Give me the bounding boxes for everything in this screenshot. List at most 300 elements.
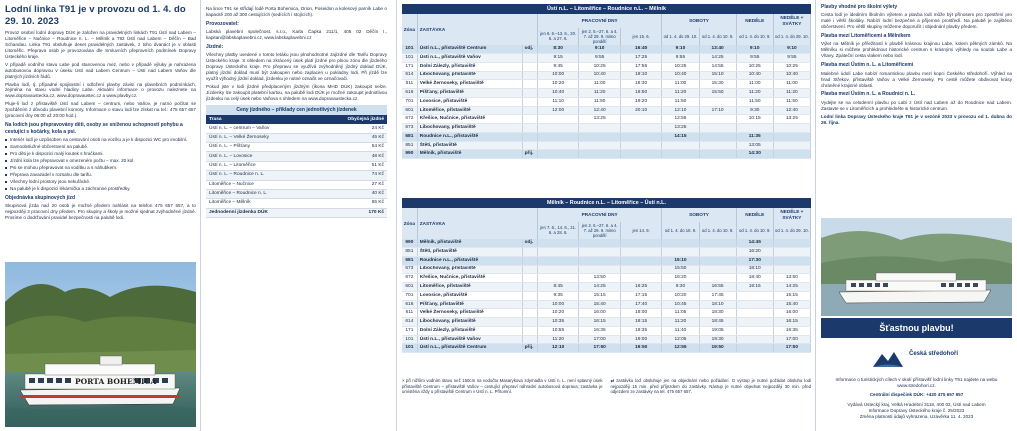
timetable-row [402, 309, 811, 318]
time-cell [736, 344, 773, 353]
time-cell: 10:25 [773, 62, 810, 71]
time-cell: 17:50 [579, 344, 621, 353]
time-cell: 11:20 [537, 335, 579, 344]
arr-dep-mark [522, 309, 537, 318]
price-row [206, 124, 387, 133]
tips-paragraph: Cesta lodí je ideálním školním výletem a plavba lodí může být přínosem pro zpestření pro malé i větší školáky. Nabízí lodní bezpečné a příjemné prostředí. Na palubě je zajištěno občerstvení. Pro větší skupiny můžeme doporučit i objednání plavby předem. [821, 12, 1012, 30]
time-cell: 11:50 [579, 97, 621, 106]
time-cell: 18:40 [736, 274, 773, 283]
time-cell: 9:10 [736, 45, 773, 53]
dispatch-phone: Centrální dispečink DÚK: +420 475 657 657 [869, 392, 964, 398]
time-cell: 10:25 [662, 62, 699, 71]
time-cell: 16:15 [579, 318, 621, 327]
services-list [5, 137, 196, 192]
time-cell: 11:20 [662, 89, 699, 98]
price-row [206, 199, 387, 208]
timetable-row [402, 256, 811, 265]
price-route: Ústí n. L. – Litoměřice [206, 161, 316, 170]
price-route: Ústí n. L. – centrum – Vaňov [206, 124, 316, 133]
time-cell: 9:45 [537, 62, 579, 71]
zone-cell: 611 [402, 80, 417, 89]
time-cell: 9:10 [773, 45, 810, 53]
time-cell [579, 124, 621, 133]
time-cell [537, 141, 579, 150]
time-cell [699, 256, 736, 265]
timetable-title: Mělník – Roudnice n.L. – Litoměřice – Ústí n.L. [402, 198, 811, 208]
tips-column [821, 4, 1012, 126]
time-cell [662, 239, 699, 247]
time-cell: 14:15 [662, 132, 699, 141]
arr-dep-mark: přij. [522, 150, 537, 159]
time-cell [736, 291, 773, 300]
arr-dep-mark [522, 291, 537, 300]
time-cell: 9:30 [662, 283, 699, 292]
time-cell: 11:05 [662, 309, 699, 318]
time-cell: 15:15 [773, 291, 810, 300]
timetable-row [402, 239, 811, 247]
zone-cell: 614 [402, 71, 417, 80]
time-cell [699, 97, 736, 106]
timetable-row [402, 89, 811, 98]
price-row [206, 143, 387, 152]
price-table-caption: Ceny jízdného – příklady cen jednotlivých jízdenek [206, 105, 387, 115]
group-paragraph: Skupinová jízda nad 20 osob je možné předem nahlásit na telefon 475 657 657, a to nejpozději 3 pracovní dny předem. Pro skupiny a školy je možné sjednat zvýhodněné jízdné. Prosíme o dodržování pravidel bezpečnosti na palubě lodi. [5, 202, 196, 220]
mountain-logo-icon [873, 349, 903, 369]
time-cell: 12:55 [662, 344, 699, 353]
time-cell: 14:25 [773, 283, 810, 292]
time-cell: 9:55 [662, 54, 699, 63]
zone-cell: 101 [402, 54, 417, 63]
time-cell: 13:25 [579, 115, 621, 124]
time-cell: 17:30 [736, 256, 773, 265]
arr-dep-mark [522, 248, 537, 257]
tips-paragraph: Vydejte se na celodenní plavbu po Labi z Ústí nad Labem až do Roudnice nad Labem. Zastavte se v Litoměřicích a prohlédněte si historické centrum. [821, 99, 1012, 111]
time-cell: 16:20 [736, 248, 773, 257]
zone-cell: 101 [402, 45, 417, 53]
time-cell: 17:00 [773, 335, 810, 344]
time-cell [736, 326, 773, 335]
timetable-row [402, 265, 811, 274]
time-cell: 16:00 [773, 309, 810, 318]
time-cell: 18:10 [699, 300, 736, 309]
arr-dep-mark: odj. [522, 239, 537, 247]
time-cell [662, 248, 699, 257]
time-cell [773, 265, 810, 274]
list-item: Interiér lodí je uzpůsoben na cestování osob na vozíku a je k dispozici WC pro imobilní. [5, 137, 196, 143]
tips-paragraph: Malebné údolí Labe nabízí romantickou plavbu mezi kopci Českého středohoří. Výhled na hrad Střekov, přístaviště Vaňov a Velké Žernoseky. Po cestě můžete obdivovat krásy chráněné krajinné oblasti. [821, 70, 1012, 88]
intro-paragraph: Plavba lodí, tj. případné spojitostní i odložení plavby závisí na plavebních podmínkách, zejména na stavu vodní hladiny Labe. Aktuální informace o provozu naleznete na www.dopravaustecka.cz, www.dopravaustec.cz a www.plavby.cz. [5, 81, 196, 99]
time-cell [537, 132, 579, 141]
stop-name: Lovosice, přístaviště [417, 291, 522, 300]
time-cell [773, 256, 810, 265]
zone-cell: 701 [402, 291, 417, 300]
validity-header: od 1. 4. do 10. 9. [699, 28, 736, 46]
time-cell [773, 132, 810, 141]
group-header: SOBOTY [662, 14, 736, 28]
group-header: SOBOTY [662, 208, 736, 222]
price-fare: 74 Kč [316, 171, 387, 180]
price-fare: 54 Kč [316, 143, 387, 152]
time-cell [773, 248, 810, 257]
time-cell: 12:05 [662, 335, 699, 344]
price-fare: 51 Kč [316, 161, 387, 170]
region-logo [821, 343, 1012, 377]
validity-header: jen 6. 6.–13. 6., 20. 6. a 27. 6. [537, 28, 579, 46]
stop-name: Dolní Zálezly, přístaviště [417, 326, 522, 335]
zone-cell: 681 [402, 132, 417, 141]
stop-name: Libochovany, přístaviště [417, 265, 522, 274]
time-cell: 15:40 [773, 300, 810, 309]
price-fare: 48 Kč [316, 152, 387, 161]
price-route: Ústí n. L. – Velké Žernoseky [206, 133, 316, 142]
time-cell [620, 248, 662, 257]
timetable-row [402, 274, 811, 283]
time-cell: 10:25 [579, 62, 621, 71]
arr-dep-mark [522, 300, 537, 309]
operator-text: Labská plavební společnost, s.r.o., Karla Čapka 211/1, 405 02 Děčín I., kapitan@labskaplavebni.cz, www.labskaplavebni.cz [206, 29, 387, 41]
list-item: Samoobslužné občerstvení na palubě. [5, 144, 196, 150]
time-cell: 10:40 [773, 71, 810, 80]
time-cell [537, 124, 579, 133]
time-cell: 15:50 [662, 265, 699, 274]
stop-name: Píšťany, přístaviště [417, 89, 522, 98]
arr-dep-mark [522, 141, 537, 150]
time-cell [579, 256, 621, 265]
stop-name: Libochovany, přístaviště [417, 71, 522, 80]
validity-header: od 1. 4. do 10. 9. [699, 222, 736, 240]
time-cell [736, 318, 773, 327]
zone-cell: 171 [402, 62, 417, 71]
time-cell: 11:20 [662, 318, 699, 327]
timetable-table [402, 208, 811, 353]
timetable-row [402, 150, 811, 159]
time-cell [773, 239, 810, 247]
stop-header: ZASTÁVKA [417, 14, 537, 46]
time-cell [699, 141, 736, 150]
time-cell: 16:35 [773, 326, 810, 335]
timetable-notes [402, 378, 811, 395]
time-cell: 13:40 [699, 45, 736, 53]
price-row [206, 152, 387, 161]
arr-dep-mark [522, 115, 537, 124]
footer-info [821, 377, 1012, 420]
time-cell: 13:25 [662, 124, 699, 133]
time-cell: 19:50 [699, 344, 736, 353]
stop-name: Dolní Zálezly, přístaviště [417, 62, 522, 71]
fold-line [396, 0, 397, 431]
zone-cell: 701 [402, 97, 417, 106]
arr-dep-mark [522, 132, 537, 141]
time-cell [537, 274, 579, 283]
time-cell [699, 115, 736, 124]
arr-dep-mark [522, 256, 537, 265]
arr-dep-mark [522, 274, 537, 283]
footer-line: Informace o turistických cílech v okolí přístavišť lodní linky T91 najdete na webu www.stredohori.cz. [835, 377, 998, 389]
timetable-row [402, 291, 811, 300]
price-row [206, 161, 387, 170]
time-cell: 10:55 [537, 326, 579, 335]
boat-name-text: PORTA BOHEMICA [75, 377, 157, 386]
stop-name: Křešice, Nučnice, přístaviště [417, 274, 522, 283]
price-fare: 170 Kč [316, 208, 387, 217]
timetable-row [402, 80, 811, 89]
time-cell: 17:50 [773, 344, 810, 353]
time-cell [662, 141, 699, 150]
time-cell: 12:10 [662, 106, 699, 115]
arr-dep-mark [522, 318, 537, 327]
time-cell: 11:00 [736, 80, 773, 89]
time-cell: 11:00 [662, 80, 699, 89]
time-cell [620, 150, 662, 159]
time-cell: 16:40 [620, 45, 662, 53]
time-cell [537, 265, 579, 274]
time-cell: 8:45 [537, 283, 579, 292]
time-cell: 10:40 [662, 71, 699, 80]
zone-cell: 611 [402, 309, 417, 318]
time-cell [620, 141, 662, 150]
validity-header: od 1. 4. do 29. 10. [773, 28, 810, 46]
time-cell [620, 132, 662, 141]
page-title: Lodní linka T91 je v provozu od 1. 4. do 29. 10. 2023 [5, 4, 186, 27]
tariff-paragraph: Všechny platby uvedené v tomto letáku jsou plnohodnotné zajízdné dle Tarifu Dopravy Ústeckého kraje. S ohledem na zkrácený úsek platí jízdné pro plnou zónu dle jízdného Dopravy Ústeckého kraje. Pro přepravu se využívá zvýhodněný jízdný doklad DÚK, platný jízdní doklad musí být zakoupen nebo zaplacen u pokladny lodi. Při jízdě lze využít výhodný jízdní doklad, jízdenku je nutné označit ve označovači. [206, 52, 387, 82]
fleet-paragraph: Na lince T91 se střídají lodě Porta Bohemica, Orion, Poseidon a kolesový parník Labe o kapacitě 200 až 300 cestujících (sedících i stojících). [206, 6, 387, 17]
timetable-return [402, 198, 811, 353]
time-cell: 18:35 [620, 326, 662, 335]
zone-cell: 616 [402, 300, 417, 309]
time-cell [773, 141, 810, 150]
time-cell: 18:45 [699, 318, 736, 327]
time-cell [579, 265, 621, 274]
zone-cell: 672 [402, 115, 417, 124]
time-cell: 18:15 [620, 318, 662, 327]
tariff-heading: Jízdné: [206, 44, 224, 51]
time-cell: 10:00 [537, 300, 579, 309]
zone-cell: 171 [402, 326, 417, 335]
list-item: Na palubě je k dispozici lékárnička a záchranné prostředky. [5, 186, 196, 192]
price-route: Ústí n. L. – Píšťany [206, 143, 316, 152]
time-cell [699, 239, 736, 247]
zone-cell: 616 [402, 89, 417, 98]
zone-cell: 101 [402, 335, 417, 344]
time-cell [537, 248, 579, 257]
time-cell [620, 124, 662, 133]
slogan-banner: Šťastnou plavbu! [821, 318, 1012, 338]
stop-name: Mělník, přístaviště [417, 150, 522, 159]
group-header: NEDĚLE [736, 208, 773, 222]
time-cell: 15:40 [579, 300, 621, 309]
tips-heading: Plavba mezi Ústím n. L. a Roudnicí n. L. [821, 91, 916, 98]
stop-name: Mělník, přístaviště [417, 239, 522, 247]
zone-cell: 673 [402, 124, 417, 133]
intro-paragraph: Pluje-li loď z přístaviště Ústí nad Labem – centrum, nebo Vaňov, je nutno počítat se zpožděním z důvodu plavební komory. Informace o stavu lodi lze získat na tel.: 475 657 657 (pracovní dny 06:00 až 20:00 hod.). [5, 101, 196, 119]
time-cell: 19:05 [699, 326, 736, 335]
time-cell: 12:55 [662, 115, 699, 124]
time-cell: 18:10 [620, 71, 662, 80]
arr-dep-mark [522, 124, 537, 133]
stop-name: Libochovany, přístaviště [417, 124, 522, 133]
time-cell: 11:00 [773, 80, 810, 89]
footer-line: Změna platnosti údajů vyhrazena. Uzávěrka 11. 4. 2023 [859, 413, 974, 419]
price-row [206, 133, 387, 142]
time-cell [773, 124, 810, 133]
price-row [206, 189, 387, 198]
tips-paragraph: Výlet na Mělník je příležitostí k plavbě krásnou krajinou Labe, kolem pěkných zámků. Na Mělníku si můžete prohlédnout historické centrum s krásnými výhledy na soutok Labe a Vltavy. Zpáteční cesta vlakem nebo lodí. [821, 41, 1012, 59]
timetable-row [402, 132, 811, 141]
season-note: Lodní linka Dopravy Ústeckého kraje T91 je v sezóně 2023 v provozu od 1. dubna do 29. října. [821, 113, 1012, 125]
arr-dep-mark [522, 106, 537, 115]
time-cell: 17:10 [699, 106, 736, 115]
time-cell: 12:00 [537, 106, 579, 115]
tips-heading: Plavby vhodné pro školní výlety [821, 4, 898, 10]
time-cell: 16:25 [620, 283, 662, 292]
time-cell: 12:40 [579, 106, 621, 115]
stop-name: Ústí n.L., přístaviště Vaňov [417, 335, 522, 344]
time-cell: 15:10 [662, 256, 699, 265]
time-cell: 11:10 [537, 97, 579, 106]
zone-cell: 990 [402, 150, 417, 159]
validity-header: jen 7. 6., 14. 6., 21. 6. a 28. 6. [537, 222, 579, 240]
time-cell [662, 150, 699, 159]
stop-name: Litoměřice, přístaviště [417, 283, 522, 292]
zone-cell: 990 [402, 239, 417, 247]
arr-dep-mark [522, 89, 537, 98]
group-header: NEDĚLE + SVÁTKY [773, 208, 810, 222]
footer-line: Informace Dopravy Ústeckého kraje č. 25/2023 [868, 407, 965, 413]
time-cell: 9:55 [579, 54, 621, 63]
time-cell: 19:50 [620, 344, 662, 353]
time-cell: 19:30 [699, 335, 736, 344]
time-cell [699, 150, 736, 159]
time-cell: 14:45 [736, 239, 773, 247]
time-cell: 10:40 [579, 71, 621, 80]
time-cell: 11:00 [579, 80, 621, 89]
price-fare: 45 Kč [316, 133, 387, 142]
timetable-row [402, 54, 811, 63]
time-cell: 10:25 [736, 62, 773, 71]
time-cell: 9:55 [773, 54, 810, 63]
time-cell: 19:15 [736, 283, 773, 292]
time-cell: 13:50 [579, 274, 621, 283]
time-cell: 12:10 [537, 344, 579, 353]
arr-dep-mark [522, 335, 537, 344]
group-heading: Objednávka skupinových jízd [5, 194, 76, 201]
timetable-row [402, 248, 811, 257]
zone-cell: 681 [402, 256, 417, 265]
list-item: Jízdní kola lze přepravovat v omezeném počtu – max. 20 kol. [5, 158, 196, 164]
tariff-paragraph: Pokud jste v lodi jízdné předplaceným jízdným (ikona MHD DÚK) zakoupit nelze. Jízdenky lze zakoupit platební kartou, na palubě lodi DÚK je možné zakoupit jednotlivou jízdenku na celý úsek nebo Vaňova s ohledem na www.dopravaustecka.cz. [206, 84, 387, 102]
validity-header: od 1. 4. do 10. 9. [736, 28, 773, 46]
time-cell [773, 150, 810, 159]
validity-header: jen 2. 5.–27. 6. a 4. 7. až 29. 9. mimo pondělí [579, 28, 621, 46]
time-cell: 9:55 [736, 54, 773, 63]
stop-name: Lovosice, přístaviště [417, 97, 522, 106]
footer-line: Vydává Ústecký kraj, Velká Hradební 3118, 400 02, Ústí nad Labem [847, 401, 986, 407]
group-header: PRACOVNÍ DNY [537, 208, 662, 222]
time-cell: 14:25 [579, 283, 621, 292]
validity-header: jen 14. 9. [620, 222, 662, 240]
timetable-row [402, 71, 811, 80]
arr-dep-mark [522, 265, 537, 274]
time-cell: 18:30 [699, 309, 736, 318]
stop-name: Roudnice n.L., přístaviště [417, 132, 522, 141]
time-cell [620, 239, 662, 247]
zone-cell: 673 [402, 265, 417, 274]
time-cell: 16:55 [699, 283, 736, 292]
time-cell: 14:30 [736, 150, 773, 159]
time-cell [699, 124, 736, 133]
stop-name: Velké Žernoseky, přístaviště [417, 309, 522, 318]
time-cell: 14:25 [699, 54, 736, 63]
time-cell: 8:30 [537, 45, 579, 53]
logo-name: Česká středohoří [908, 351, 959, 357]
zone-cell: 851 [402, 248, 417, 257]
arr-dep-mark [522, 97, 537, 106]
validity-header: jen 15. 6. [620, 28, 662, 46]
zone-header: Zóna [402, 208, 417, 240]
stop-name: Ústí n.L., přístaviště Centrum [417, 344, 522, 353]
price-fare: 27 Kč [316, 180, 387, 189]
time-cell: 11:40 [662, 326, 699, 335]
boat-photo-small [821, 218, 1012, 316]
arr-dep-mark [522, 62, 537, 71]
time-cell [579, 150, 621, 159]
time-cell: 18:10 [736, 265, 773, 274]
zone-cell: 614 [402, 318, 417, 327]
time-cell [579, 239, 621, 247]
list-item: Psi se mohou přepravovat na vodítku a s náhubkem. [5, 165, 196, 171]
time-cell: 18:00 [620, 309, 662, 318]
stop-name: Štětí, přístaviště [417, 141, 522, 150]
timetable-row [402, 62, 811, 71]
timetable-row [402, 344, 811, 353]
timetable-row [402, 326, 811, 335]
time-cell [736, 309, 773, 318]
time-cell: 9:10 [579, 45, 621, 53]
time-cell: 13:50 [773, 274, 810, 283]
time-cell: 9:30 [736, 106, 773, 115]
time-cell: 18:30 [620, 80, 662, 89]
time-cell: 17:55 [620, 62, 662, 71]
time-cell [620, 274, 662, 283]
time-cell: 13:05 [736, 141, 773, 150]
time-cell [537, 150, 579, 159]
timetable-table [402, 14, 811, 159]
time-cell: 9:10 [662, 45, 699, 53]
price-col-fare: Obyčejná jízdné [316, 115, 387, 124]
validity-header: od 1. 4. do 10. 9. [736, 222, 773, 240]
validity-header: od 1. 4. do 10. 9. [662, 222, 699, 240]
time-cell [699, 274, 736, 283]
time-cell: 20:10 [620, 106, 662, 115]
group-header: NEDĚLE + SVÁTKY [773, 14, 810, 28]
time-cell: 13:25 [773, 115, 810, 124]
time-cell: 11:20 [579, 89, 621, 98]
time-cell: 10:20 [537, 309, 579, 318]
stop-name: Křešice, Nučnice, přístaviště [417, 115, 522, 124]
time-cell [736, 300, 773, 309]
time-cell: 10:45 [662, 300, 699, 309]
price-table [206, 115, 387, 218]
time-cell [620, 256, 662, 265]
zone-cell: 601 [402, 283, 417, 292]
time-cell: 15:50 [699, 89, 736, 98]
list-item: Všechny lodní prostory jsou nekuřácké. [5, 179, 196, 185]
validity-header: od 1. 4. do 29. 10. [773, 222, 810, 240]
time-cell: 10:00 [537, 71, 579, 80]
stop-name: Štětí, přístaviště [417, 248, 522, 257]
time-cell [537, 239, 579, 247]
time-cell: 11:50 [736, 97, 773, 106]
